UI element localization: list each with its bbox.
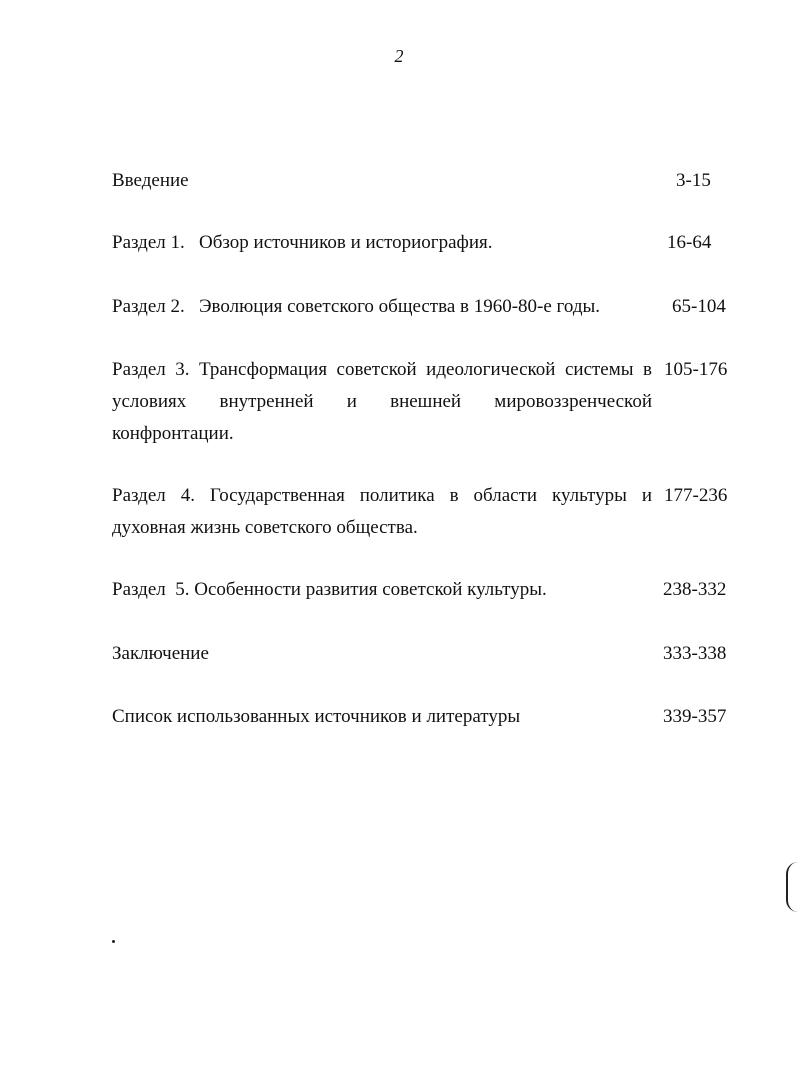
toc-pages-section-3: 105-176 [664, 359, 728, 380]
toc-pages-section-4: 177-236 [664, 485, 728, 506]
toc-pages-section-2: 65-104 [672, 296, 726, 317]
toc-pages-bibliography: 339-357 [663, 706, 727, 727]
scan-speck [112, 940, 115, 943]
toc-pages-intro: 3-15 [676, 170, 711, 191]
page-number: 2 [394, 46, 404, 66]
toc-entry-intro: Введение [112, 170, 189, 191]
toc-entry-section-2: Раздел 2. Эволюция советского общества в 1960-80-е годы. [112, 296, 601, 317]
scan-edge-mark [786, 862, 798, 912]
toc-entry-section-1: Раздел 1. Обзор источников и историография. [112, 232, 493, 253]
toc-entry-bibliography: Список использованных источников и литературы [112, 706, 521, 727]
toc-entry-section-4: Раздел 4. Государственная политика в области культуры и духовная жизнь советского общества. [112, 485, 652, 538]
toc-entry-conclusion: Заключение [112, 643, 209, 664]
toc-pages-conclusion: 333-338 [663, 643, 727, 664]
toc-pages-section-5: 238-332 [663, 579, 727, 600]
toc-entry-section-5: Раздел 5. Особенности развития советской культуры. [112, 579, 547, 600]
toc-pages-section-1: 16-64 [667, 232, 712, 253]
toc-entry-section-3: Раздел 3. Трансформация советской идеологической системы в условиях внутренней и внешней мировоззренческой конфронтации. [112, 359, 652, 444]
